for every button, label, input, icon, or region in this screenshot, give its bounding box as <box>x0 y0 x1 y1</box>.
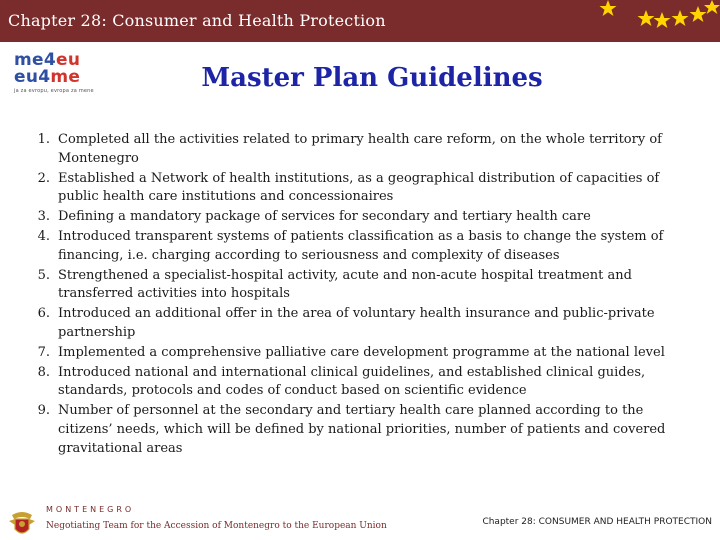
chapter-title: Chapter 28: Consumer and Health Protection <box>8 11 386 30</box>
logo-tagline: ja za evropu, evropa za mene <box>14 88 94 94</box>
star-icon <box>690 6 707 22</box>
star-icon <box>704 0 720 14</box>
list-item: 6. Introduced an additional offer in the area of voluntary health insurance and public-private partnership <box>37 306 655 340</box>
eu-stars-icon <box>596 0 720 42</box>
star-icon <box>672 10 689 26</box>
star-icon <box>600 0 617 16</box>
list-item: 5. Strengthened a specialist-hospital activity, acute and non-acute hospital treatment and transferred activities into hospitals <box>37 267 632 302</box>
list-item: 1. Completed all the activities related to primary health care reform, on the whole territory of Montenegro <box>37 132 662 166</box>
list-item: 4. Introduced transparent systems of patients classification as a basis to change the system of financing, i.e. charging according to seriousness and complexity of diseases <box>37 228 664 263</box>
list-item: 3. Defining a mandatory package of services for secondary and tertiary health care <box>37 209 591 225</box>
list-item: 8. Introduced national and international clinical guidelines, and established clinical guides, standards, protocols and codes of conduct based on scientific evidence <box>37 364 646 399</box>
list-item: 7. Implemented a comprehensive palliative care development programme at the national level <box>37 344 665 360</box>
footer-chapter: Chapter 28: CONSUMER AND HEALTH PROTECTION <box>482 517 712 527</box>
slide-title: Master Plan Guidelines <box>201 63 543 93</box>
header-bar <box>0 0 720 42</box>
footer-country: MONTENEGRO <box>46 505 135 514</box>
coat-of-arms-icon <box>6 507 38 539</box>
guidelines-list <box>20 131 688 460</box>
star-icon <box>638 10 655 26</box>
list-item: 9. Number of personnel at the secondary and tertiary health care planned according to the citizens’ needs, which will be defined by national priorities, number of patients and covered gravitational areas <box>37 403 666 456</box>
star-icon <box>654 12 671 28</box>
list-item: 2. Established a Network of health institutions, as a geographical distribution of capacities of public health care institutions and concessionaires <box>37 170 660 205</box>
footer-team: Negotiating Team for the Accession of Montenegro to the European Union <box>46 521 387 531</box>
me4eu-logo: me4eu eu4me ja za evropu, evropa za mene <box>14 52 114 100</box>
